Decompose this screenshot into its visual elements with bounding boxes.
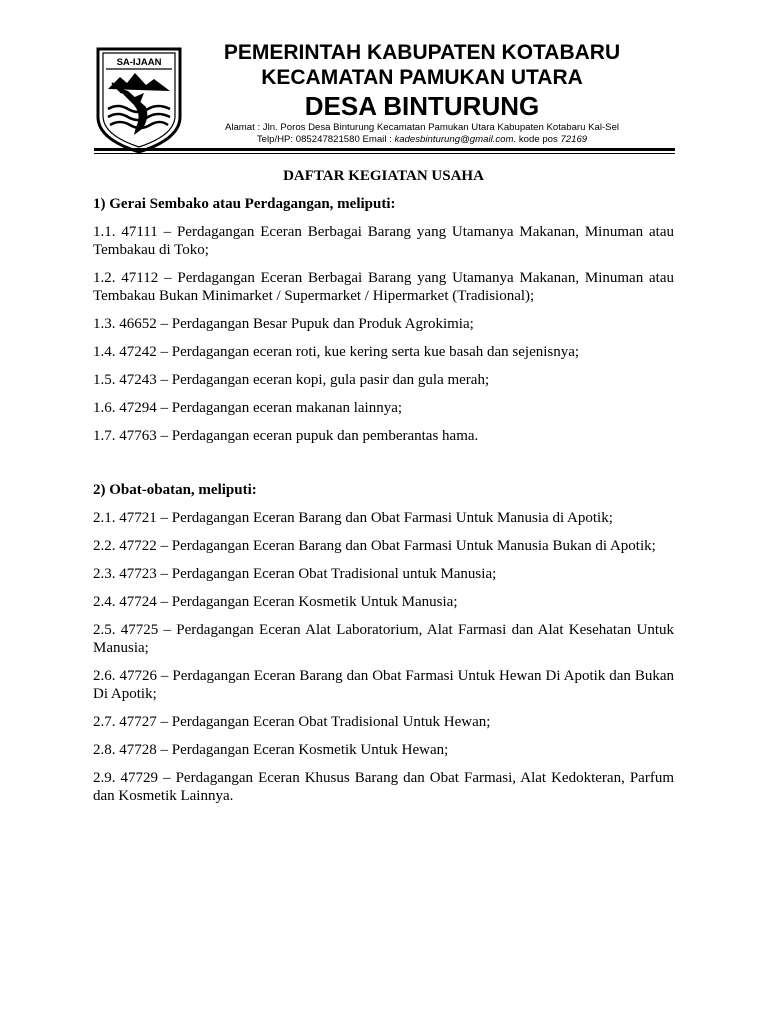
postal-code: 72169	[560, 134, 588, 145]
list-item: 1.7. 47763 – Perdagangan eceran pupuk dan pemberantas hama.	[93, 428, 479, 444]
contact-phone-email-label: Telp/HP: 085247821580 Email :	[256, 134, 395, 145]
postal-label: kode pos	[516, 134, 561, 145]
list-item: 2.6. 47726 – Perdagangan Eceran Barang dan Obat Farmasi Untuk Hewan Di Apotik dan Bukan Di Apotik;	[93, 668, 674, 702]
contact-email: kadesbinturung@gmail.com.	[394, 134, 517, 145]
letterhead-village: DESA BINTURUNG	[304, 91, 540, 121]
regency-crest-swordfish-icon	[94, 43, 184, 155]
list-item: 2.5. 47725 – Perdagangan Eceran Alat Laboratorium, Alat Farmasi dan Alat Kesehatan Untuk Manusia;	[93, 622, 674, 656]
section-heading-sembako: 1) Gerai Sembako atau Perdagangan, meliputi:	[93, 196, 396, 212]
letterhead-divider-thick	[94, 148, 675, 151]
list-item: 2.9. 47729 – Perdagangan Eceran Khusus Barang dan Obat Farmasi, Alat Kedokteran, Parfum dan Kosmetik Lainnya.	[93, 770, 674, 804]
section-spacer	[93, 455, 674, 481]
document-body	[93, 167, 674, 815]
letterhead-address: Alamat : Jln. Poros Desa Binturung Kecamatan Pamukan Utara Kabupaten Kotabaru Kal-Sel	[224, 122, 620, 133]
list-item: 1.5. 47243 – Perdagangan eceran kopi, gula pasir dan gula merah;	[93, 372, 490, 388]
letterhead-regency: PEMERINTAH KABUPATEN KOTABARU	[223, 41, 621, 64]
list-item: 2.4. 47724 – Perdagangan Eceran Kosmetik Untuk Manusia;	[93, 594, 458, 610]
list-item: 2.1. 47721 – Perdagangan Eceran Barang dan Obat Farmasi Untuk Manusia di Apotik;	[93, 510, 613, 526]
document-title: DAFTAR KEGIATAN USAHA	[283, 168, 484, 184]
list-item: 2.3. 47723 – Perdagangan Eceran Obat Tradisional untuk Manusia;	[93, 566, 497, 582]
list-item: 2.2. 47722 – Perdagangan Eceran Barang dan Obat Farmasi Untuk Manusia Bukan di Apotik;	[93, 538, 656, 554]
list-item: 2.7. 47727 – Perdagangan Eceran Obat Tradisional Untuk Hewan;	[93, 714, 491, 730]
section-heading-obat: 2) Obat-obatan, meliputi:	[93, 482, 257, 498]
list-item: 1.2. 47112 – Perdagangan Eceran Berbagai Barang yang Utamanya Makanan, Minuman atau Tembakau Bukan Minimarket / Supermarket / Hipermarket (Tradisional);	[93, 270, 674, 304]
letterhead-divider-thin	[94, 153, 675, 154]
list-item: 2.8. 47728 – Perdagangan Eceran Kosmetik Untuk Hewan;	[93, 742, 449, 758]
list-item: 1.1. 47111 – Perdagangan Eceran Berbagai Barang yang Utamanya Makanan, Minuman atau Tembakau di Toko;	[93, 224, 674, 258]
letterhead-district: KECAMATAN PAMUKAN UTARA	[261, 66, 583, 89]
list-item: 1.6. 47294 – Perdagangan eceran makanan lainnya;	[93, 400, 403, 416]
svg-text:SA-IJAAN: SA-IJAAN	[116, 57, 162, 68]
list-item: 1.4. 47242 – Perdagangan eceran roti, kue kering serta kue basah dan sejenisnya;	[93, 344, 580, 360]
letterhead	[186, 40, 658, 146]
list-item: 1.3. 46652 – Perdagangan Besar Pupuk dan Produk Agrokimia;	[93, 316, 474, 332]
letterhead-contact	[186, 134, 658, 146]
